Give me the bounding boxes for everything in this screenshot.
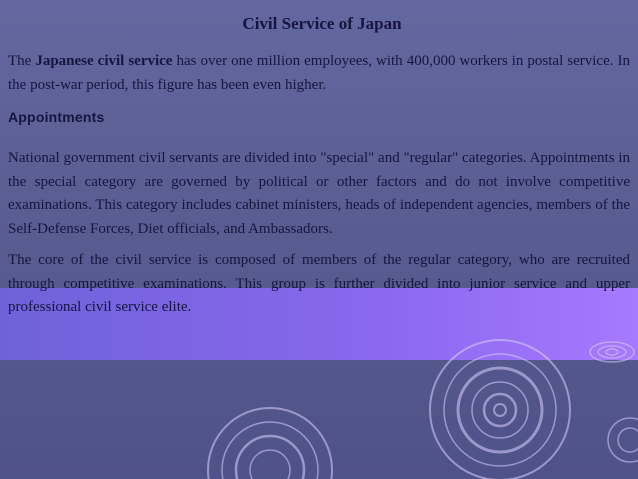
slide-content (8, 14, 630, 320)
regular-category-paragraph: The core of the civil service is composed of members of the regular category, who are recruited through competitive examinations. This group is further divided into junior service and upper professional civil service elite. (8, 252, 630, 315)
intro-text-post: has over one million employees, with 400,000 workers in postal service. In the post-war period, this figure has been even higher. (8, 53, 630, 93)
special-category-paragraph: National government civil servants are divided into "special" and "regular" categories. Appointments in the special category are governed by political or other factors and do not involve competitive examinations. This category includes cabinet ministers, heads of independent agencies, members of the Self-Defense Forces, Diet officials, and Ambassadors. (8, 150, 630, 237)
intro-text-pre: The (8, 53, 36, 69)
slide-title: Civil Service of Japan (242, 14, 402, 33)
intro-paragraph (8, 50, 630, 97)
section-heading: Appointments (8, 109, 105, 125)
intro-text-bold: Japanese civil service (35, 53, 173, 69)
